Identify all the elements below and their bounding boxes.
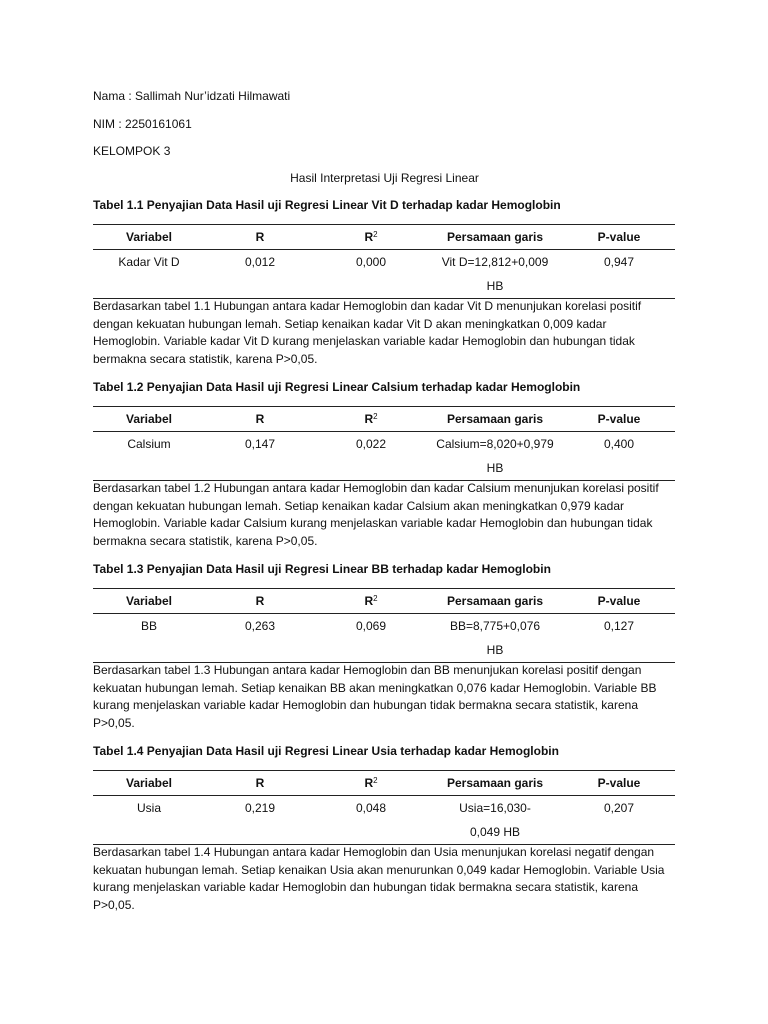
interpretation-paragraph: Berdasarkan tabel 1.3 Hubungan antara kadar Hemoglobin dan BB menunjukan korelasi positif dengan kekuatan hubungan lemah. Setiap kenaikan BB akan meningkatkan 0,076 kadar Hemoglobin. Variable BB kurang menjelaskan variable kadar Hemoglobin dan hubungan tidak bermakna secara statistik, karena P>0,05. (93, 663, 657, 730)
table-caption: Tabel 1.3 Penyajian Data Hasil uji Regresi Linear BB terhadap kadar Hemoglobin (93, 562, 551, 576)
table-caption: Tabel 1.1 Penyajian Data Hasil uji Regresi Linear Vit D terhadap kadar Hemoglobin (93, 198, 561, 212)
table-caption: Tabel 1.2 Penyajian Data Hasil uji Regresi Linear Calsium terhadap kadar Hemoglobin (93, 380, 581, 394)
cell-r: 0,012 (205, 250, 315, 299)
table-row (93, 796, 675, 845)
column-header-r2: $R^2$ (315, 771, 427, 796)
column-header-variabel: Variabel (93, 225, 205, 250)
cell-equation: Usia=16,030- 0,049 HB (427, 796, 563, 845)
cell-pvalue: 0,207 (563, 796, 675, 845)
cell-pvalue: 0,127 (563, 614, 675, 663)
table-row (93, 250, 675, 299)
regression-table (93, 588, 675, 663)
cell-r2: 0,069 (315, 614, 427, 663)
column-header-r: R (205, 225, 315, 250)
table-row (93, 614, 675, 663)
column-header-pvalue: P-value (563, 225, 675, 250)
column-header-variabel: Variabel (93, 771, 205, 796)
student-name: Nama : Sallimah Nur’idzati Hilmawati (93, 89, 291, 103)
cell-equation: BB=8,775+0,076 HB (427, 614, 563, 663)
column-header-equation: Persamaan garis (427, 589, 563, 614)
cell-pvalue: 0,947 (563, 250, 675, 299)
column-header-pvalue: P-value (563, 407, 675, 432)
table-caption: Tabel 1.4 Penyajian Data Hasil uji Regresi Linear Usia terhadap kadar Hemoglobin (93, 744, 559, 758)
column-header-r2: $R^2$ (315, 589, 427, 614)
table-row (93, 432, 675, 481)
cell-variabel: Calsium (93, 432, 205, 481)
column-header-equation: Persamaan garis (427, 771, 563, 796)
cell-variabel: Usia (93, 796, 205, 845)
interpretation-paragraph: Berdasarkan tabel 1.4 Hubungan antara kadar Hemoglobin dan Usia menunjukan korelasi negatif dengan kekuatan hubungan lemah. Setiap kenaikan Usia akan menurunkan 0,049 kadar Hemoglobin. Variable Usia kurang menjelaskan variable kadar Hemoglobin dan hubungan tidak bermakna secara statistik, karena P>0,05. (93, 845, 665, 912)
cell-r: 0,147 (205, 432, 315, 481)
column-header-r: R (205, 589, 315, 614)
column-header-r: R (205, 407, 315, 432)
regression-table (93, 224, 675, 299)
cell-equation: Vit D=12,812+0,009 HB (427, 250, 563, 299)
interpretation-paragraph: Berdasarkan tabel 1.1 Hubungan antara kadar Hemoglobin dan kadar Vit D menunjukan korelasi positif dengan kekuatan hubungan lemah. Setiap kenaikan kadar Vit D akan meningkatkan 0,009 kadar Hemoglobin. Variable kadar Vit D kurang menjelaskan variable kadar Hemoglobin dan hubungan tidak bermakna secara statistik, karena P>0,05. (93, 299, 642, 366)
column-header-equation: Persamaan garis (427, 407, 563, 432)
column-header-r2: $R^2$ (315, 225, 427, 250)
cell-r2: 0,048 (315, 796, 427, 845)
column-header-equation: Persamaan garis (427, 225, 563, 250)
column-header-variabel: Variabel (93, 407, 205, 432)
column-header-pvalue: P-value (563, 771, 675, 796)
cell-r2: 0,022 (315, 432, 427, 481)
cell-r: 0,219 (205, 796, 315, 845)
student-nim: NIM : 2250161061 (93, 117, 192, 131)
column-header-variabel: Variabel (93, 589, 205, 614)
cell-pvalue: 0,400 (563, 432, 675, 481)
column-header-r2: $R^2$ (315, 407, 427, 432)
group-label: KELOMPOK 3 (93, 144, 171, 158)
document-title: Hasil Interpretasi Uji Regresi Linear (290, 171, 479, 185)
column-header-r: R (205, 771, 315, 796)
column-header-pvalue: P-value (563, 589, 675, 614)
regression-table (93, 770, 675, 845)
cell-equation: Calsium=8,020+0,979 HB (427, 432, 563, 481)
regression-table (93, 406, 675, 481)
interpretation-paragraph: Berdasarkan tabel 1.2 Hubungan antara kadar Hemoglobin dan kadar Calsium menunjukan korelasi positif dengan kekuatan hubungan lemah. Setiap kenaikan kadar Calsium akan meningkatkan 0,979 kadar Hemoglobin. Variable kadar Calsium kurang menjelaskan variable kadar Hemoglobin dan hubungan tidak bermakna secara statistik, karena P>0,05. (93, 481, 659, 548)
cell-variabel: Kadar Vit D (93, 250, 205, 299)
cell-r2: 0,000 (315, 250, 427, 299)
cell-r: 0,263 (205, 614, 315, 663)
cell-variabel: BB (93, 614, 205, 663)
